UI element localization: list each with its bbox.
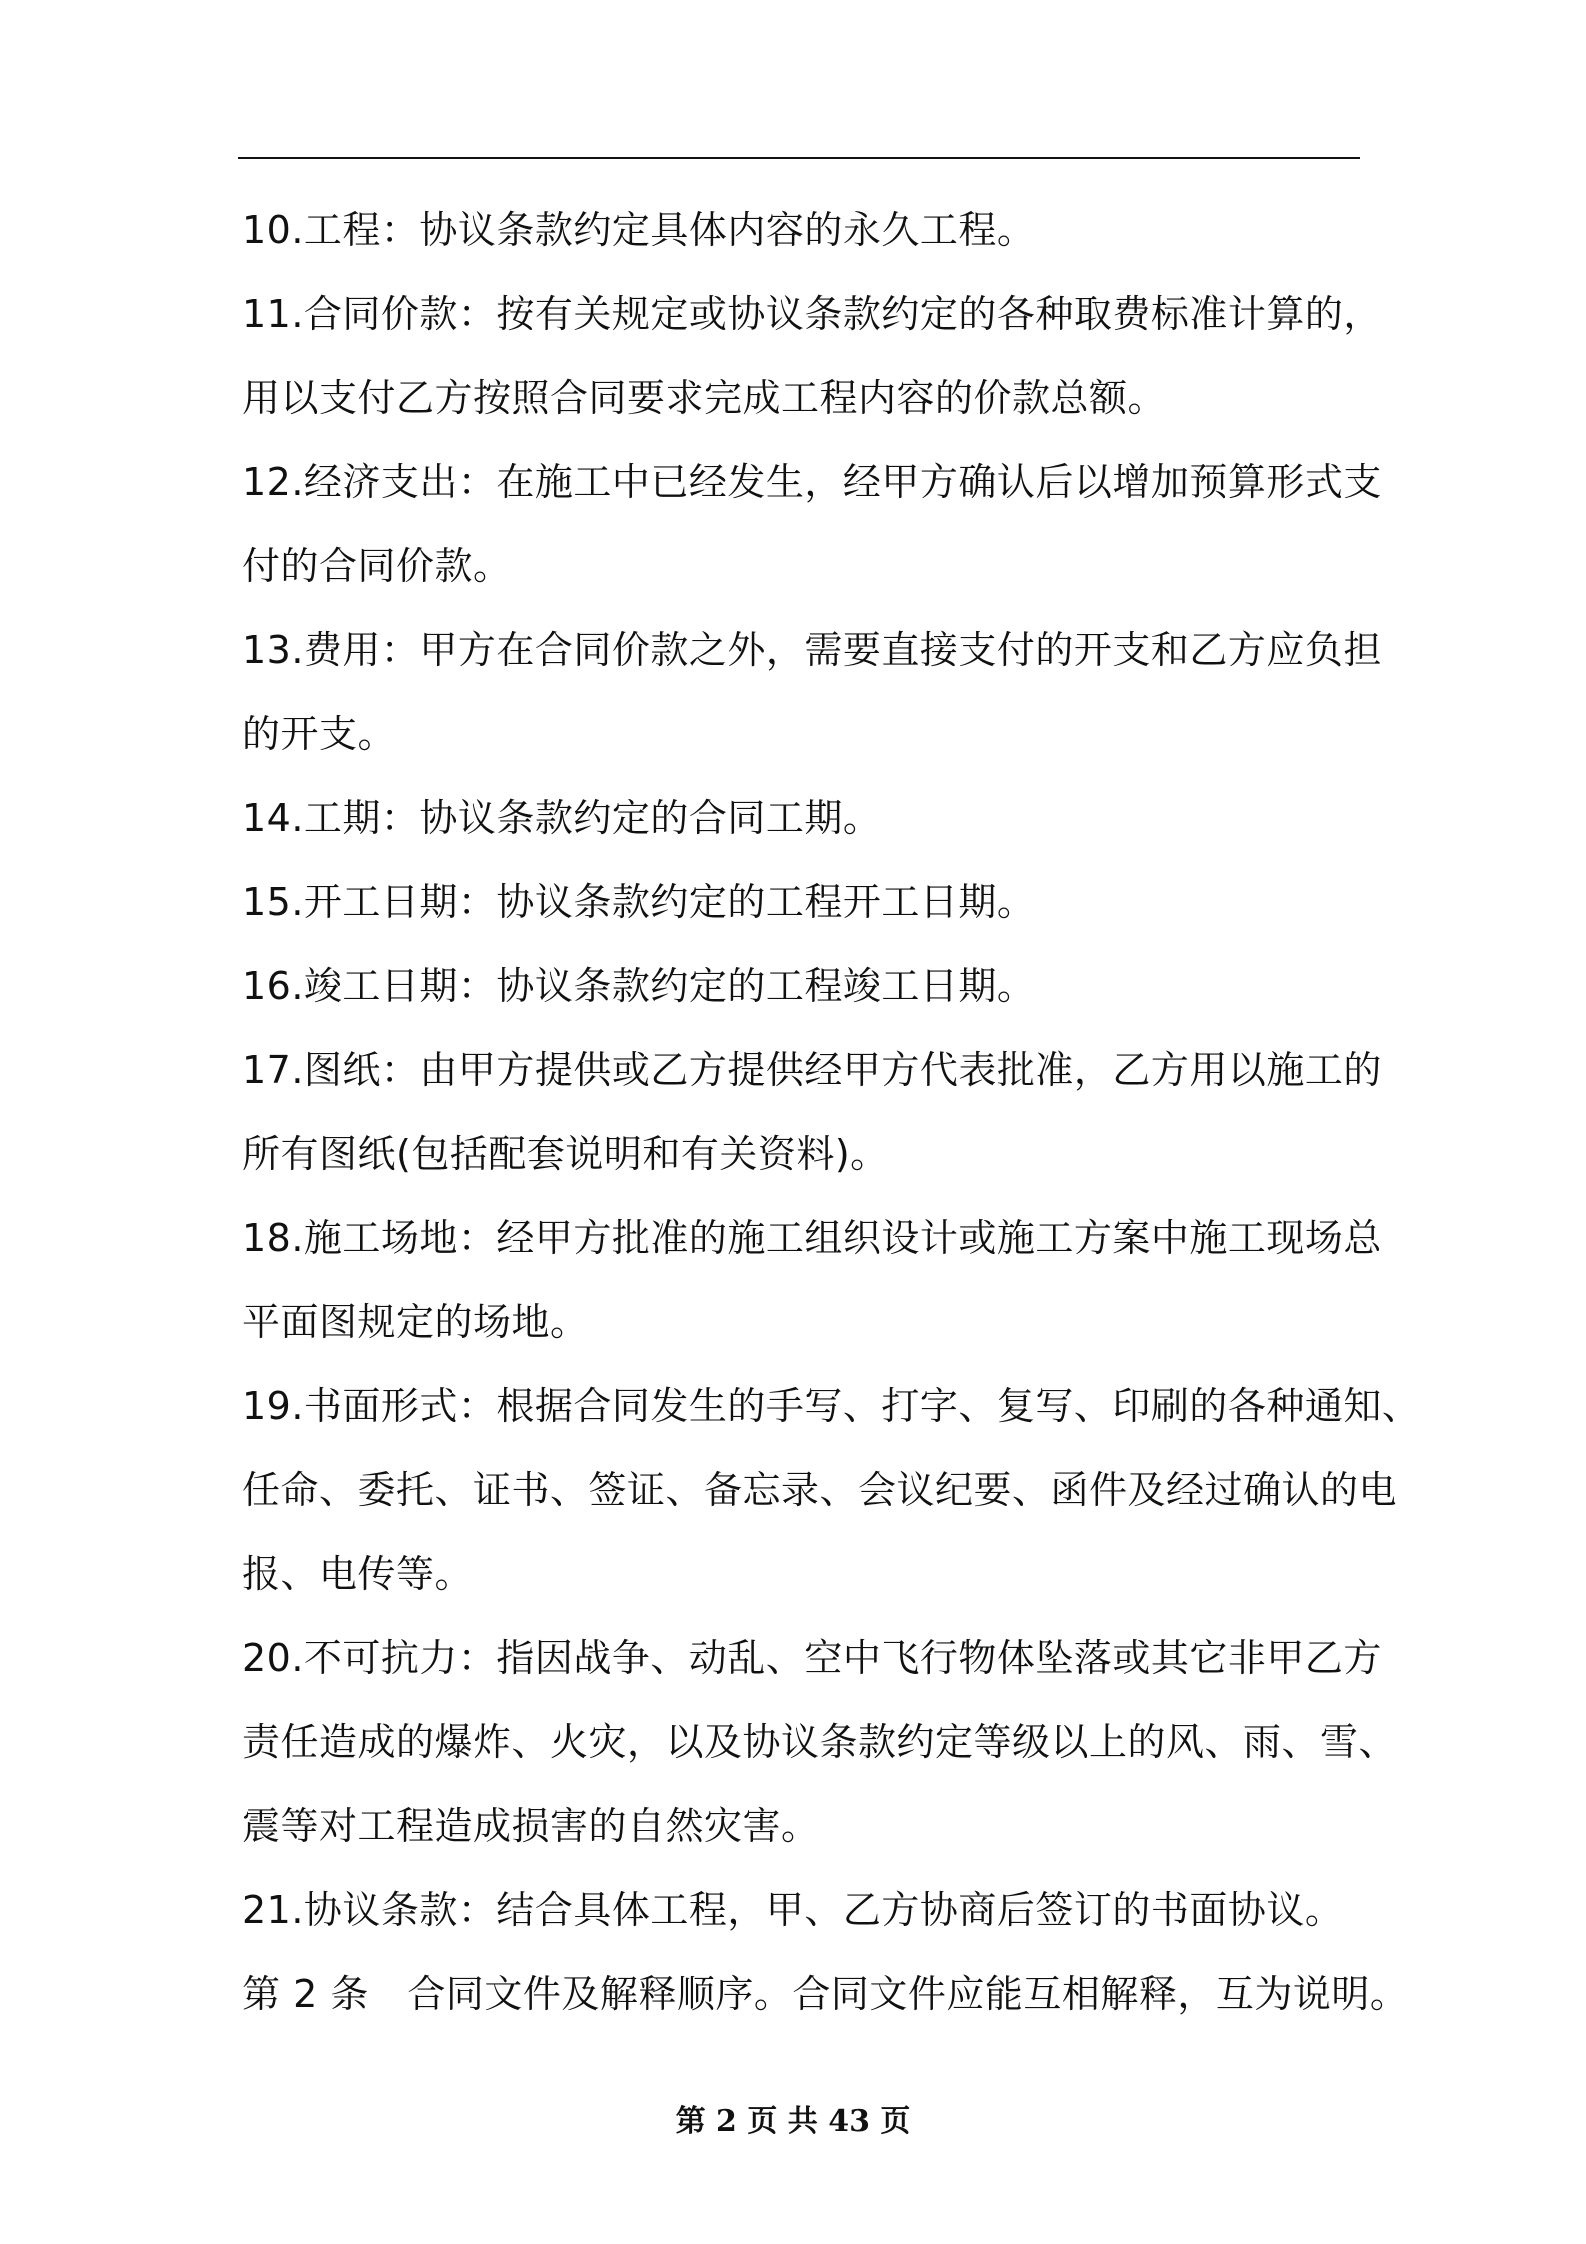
text-line: 13.费用：甲方在合同价款之外，需要直接支付的开支和乙方应负担 [242,628,1382,672]
text-line: 20.不可抗力：指因战争、动乱、空中飞行物体坠落或其它非甲乙方 [242,1636,1382,1680]
text-line: 18.施工场地：经甲方批准的施工组织设计或施工方案中施工现场总 [242,1216,1382,1260]
text-line: 21.协议条款：结合具体工程，甲、乙方协商后签订的书面协议。 [242,1888,1344,1932]
text-line: 10.工程：协议条款约定具体内容的永久工程。 [242,208,1036,252]
text-line: 责任造成的爆炸、火灾，以及协议条款约定等级以上的风、雨、雪、 [242,1720,1398,1764]
text-line: 震等对工程造成损害的自然灾害。 [242,1804,820,1848]
text-line: 11.合同价款：按有关规定或协议条款约定的各种取费标准计算的， [242,292,1382,336]
text-line: 15.开工日期：协议条款约定的工程开工日期。 [242,880,1036,924]
text-line: 17.图纸：由甲方提供或乙方提供经甲方代表批准，乙方用以施工的 [242,1048,1382,1092]
text-line: 平面图规定的场地。 [242,1300,589,1344]
text-line: 报、电传等。 [242,1552,474,1596]
header-rule [238,157,1360,159]
text-line: 所有图纸(包括配套说明和有关资料)。 [242,1132,889,1176]
text-line: 任命、委托、证书、签证、备忘录、会议纪要、函件及经过确认的电 [242,1468,1398,1512]
text-line: 第 2 条 合同文件及解释顺序。合同文件应能互相解释，互为说明。 [242,1972,1409,2016]
text-line: 16.竣工日期：协议条款约定的工程竣工日期。 [242,964,1036,1008]
text-line: 的开支。 [242,712,397,756]
text-line: 19.书面形式：根据合同发生的手写、打字、复写、印刷的各种通知、 [242,1384,1421,1428]
document-body [242,188,1421,2036]
page-footer: 第 2 页 共 43 页 [675,2104,911,2139]
text-line: 12.经济支出：在施工中已经发生，经甲方确认后以增加预算形式支 [242,460,1382,504]
text-line: 用以支付乙方按照合同要求完成工程内容的价款总额。 [242,376,1167,420]
text-line: 付的合同价款。 [242,544,512,588]
text-line: 14.工期：协议条款约定的合同工期。 [242,796,882,840]
